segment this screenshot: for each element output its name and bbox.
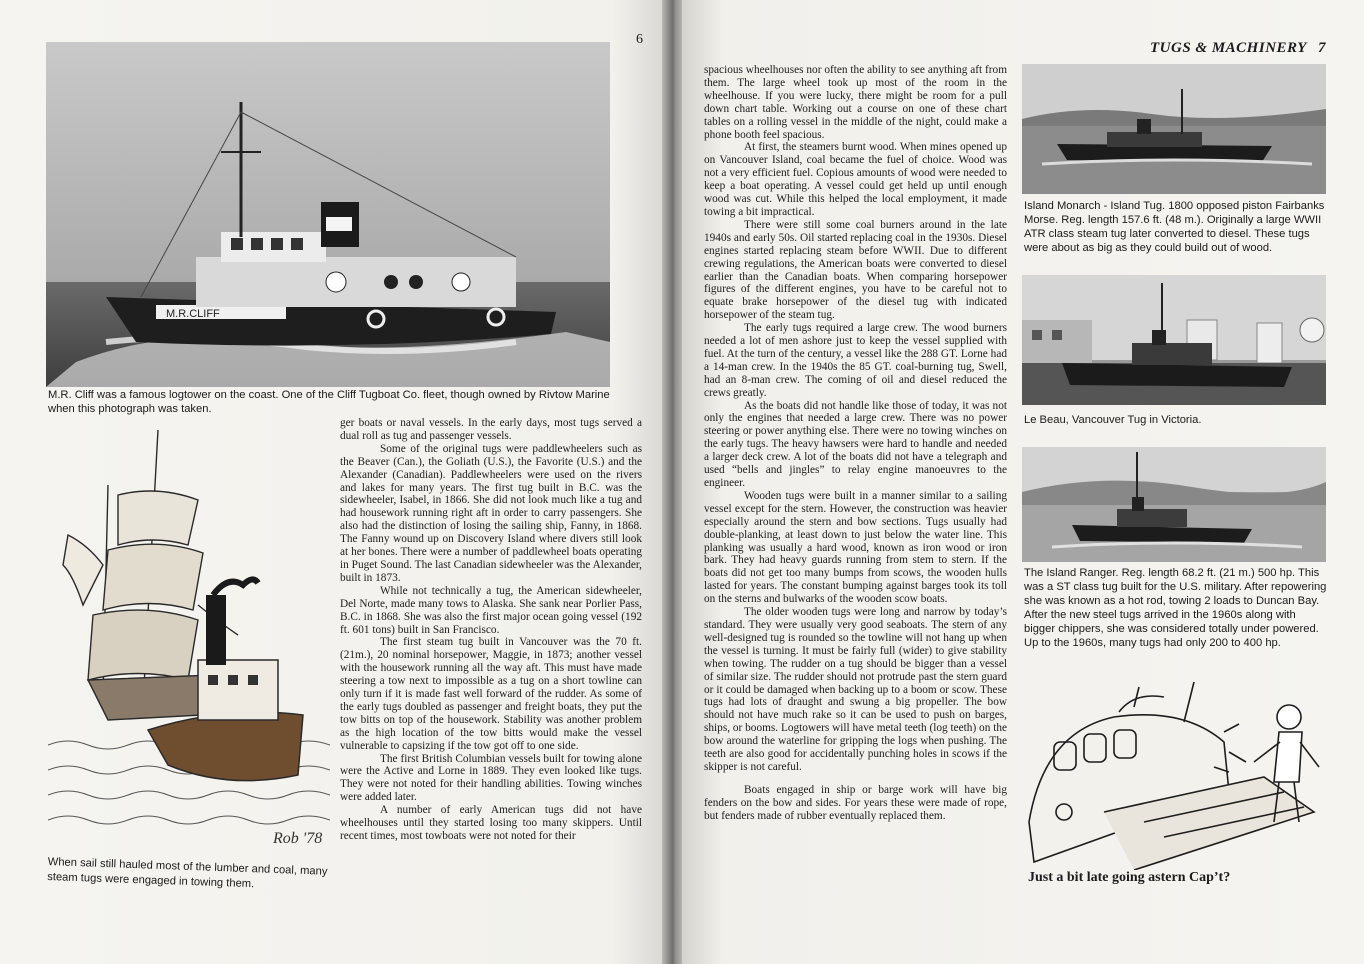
paragraph: Some of the original tugs were paddlewheelers such as the Beaver (Can.), the Goliath (U.S.), the Favorite (U.S.) and the Alexander (Canadian). Paddlewheelers were used on the rivers and lakes for many years. The first tug built in B.C. was the sidewheeler, Isabel, in 1866. She did not look much like a tug and had housework running right aft in order to carry passengers. She also had the distinction of losing the sailing ship, Fanny, in 1868. The Fanny wound up on Discovery Island where divers still look at her bones. There were a number of paddlewheel boats operating in Puget Sound. The last Canadian sidewheeler was the Alexander, built in 1873. (340, 442, 642, 584)
paragraph: Boats engaged in ship or barge work will have big fenders on the bow and sides. For years these were made of rope, but fenders made of rubber eventually replaced them. (704, 783, 1007, 822)
paragraph: ger boats or naval vessels. In the early days, most tugs served a dual roll as tug and passenger vessels. (340, 417, 642, 442)
cartoon-drawing (1024, 672, 1326, 870)
paragraph: The older wooden tugs were long and narrow by today’s standard. They were usually very good seaboats. The stern of any well-designed tug is rounded so the towline will not hang up when the vessel is turning. It must be fairly full (wider) to give stability when towing. The rudder on a tug should be bigger than a vessel of similar size. The rudder should not protrude past the stern guard or it could be damaged when backing up to a boom or scow. These tugs had lots of draught and swung a big propeller. The bow should not have much rake so it can be used to push on barges, ships, or booms. Logtowers will have metal teeth (log teeth) on the bow around the waterline for gripping the logs when pushing. The teeth are also good for accidentally punching holes in scows if the skipper is not careful. (704, 606, 1007, 773)
drawing-signature: Rob '78 (273, 830, 323, 847)
paragraph: The early tugs required a large crew. The wood burners needed a lot of men ashore just to keep the vessel supplied with fuel. At the turn of the century, a vessel like the 288 GT. Lorne had a 14-man crew. In the 1940s the 85 GT. coal-burning tug, Swell, had an 8-man crew. The coming of oil and diesel reduced the crews greatly. (704, 322, 1007, 399)
right-text-column (704, 64, 1007, 884)
tug-photo-le-beau (1022, 275, 1326, 405)
left-page (0, 0, 666, 964)
tug-photo-island-monarch (1022, 64, 1326, 194)
paragraph: At first, the steamers burnt wood. When mines opened up on Vancouver Island, coal became the fuel of choice. Wood was not a very efficient fuel. Copious amounts of wood were needed to keep a boat operating. A vessel could get held up until enough wood was cut. While this helped the local employment, it made towing a bit impractical. (704, 141, 1007, 218)
drawing-caption-sail: When sail still hauled most of the lumber and coal, many steam tugs were engaged in towing them. (47, 855, 328, 891)
page-number-right: 7 (1318, 40, 1326, 56)
cartoon-caption: Just a bit late going astern Cap’t? (1028, 870, 1231, 885)
paragraph: There were still some coal burners around in the late 1940s and early 50s. Oil started replacing coal in the 1930s. Diesel engines started replacing steam before WWII. Due to different crewing regulations, the American boats were converted to diesel earlier than the Canadian boats. When comparing horsepower figures of the different engines, you have to be careful not to equate brake horsepower of the diesel tug with indicated horsepower of the steam tug. (704, 218, 1007, 322)
paragraph: The first steam tug built in Vancouver was the 70 ft.(21m.), 20 nominal horsepower, Maggie, in 1873; another vessel with the housework running all the way aft. This must have made steering a tow next to impossible as a tug on a short towline can only turn if it is made fast well forward of the rudder. As some of the early tugs doubled as passenger and freight boats, they put the tow bitts on top of the housework. Stability was another problem as the high location of the tow bitts would make the vessel vulnerable to capsizing if the tow got off to one side. (340, 636, 642, 752)
paragraph: spacious wheelhouses nor often the ability to see anything aft from them. The large wheel took up most of the room in the wheelhouse. If you were lucky, there might be room for a pull down chart table. Working out a course on one of these chart tables on a rolling vessel in the middle of the night, could make a phone booth feel spacious. (704, 64, 1007, 141)
tug-photo-island-ranger (1022, 447, 1326, 562)
photo-caption-island-monarch: Island Monarch - Island Tug. 1800 opposed piston Fairbanks Morse. Reg. length 157.6 ft. (48 m.). Originally a large WWII ATR class steam tug later converted to diesel. These tugs were about as big as they could build out of wood. (1024, 200, 1325, 254)
running-head-right: TUGS & MACHINERY (1150, 40, 1307, 56)
photo-caption-mr-cliff: M.R. Cliff was a famous logtower on the coast. One of the Cliff Tugboat Co. fleet, though owned by Rivtow Marine when this photograph was taken. (48, 389, 610, 415)
tug-photo-mr-cliff (46, 42, 610, 387)
paragraph: While not technically a tug, the American sidewheeler, Del Norte, made many tows to Alaska. She sank near Porlier Pass, B.C. in 1868. She was also the first major ocean going vessel (192 ft. 601 tons) built in San Francisco. (340, 584, 642, 636)
left-text-column (340, 417, 642, 917)
nameplate-text: M.R.CLIFF (166, 308, 220, 320)
sailing-ship-tug-drawing (48, 425, 330, 855)
page-number-left: 6 (636, 32, 643, 47)
paragraph: Wooden tugs were built in a manner similar to a sailing vessel except for the stern. However, the construction was heavier especially around the stern and bow sections. Tugs usually had double-planking, at least down to just below the water line. This planking was usually a hard wood, known as iron wood or iron bark. They had heavy guards running from stem to stern. If the boats did not get too many bumps from scows, the wooden hulls lasted for years. The constant bumping against barges took its toll on the sterns and bulwarks of the wooden scow boats. (704, 489, 1007, 606)
photo-caption-le-beau: Le Beau, Vancouver Tug in Victoria. (1024, 414, 1202, 426)
photo-caption-island-ranger: The Island Ranger. Reg. length 68.2 ft. (21 m.) 500 hp. This was a ST class tug built for the U.S. military. After repowering she was known as a hot rod, towing 2 loads to Duncan Bay. After the new steel tugs arrived in the 1960s along with bigger chippers, she was considered totally under powered. Up to the 1960s, many tugs had only 200 to 400 hp. (1024, 567, 1327, 649)
right-page (682, 0, 1364, 964)
paragraph: The first British Columbian vessels built for towing alone were the Active and Lorne in 1889. They even looked like tugs. They were not noted for their handling abilities. Towing winches were added later. (340, 752, 642, 804)
paragraph: A number of early American tugs did not have wheelhouses until they started losing too many skippers. Until recent times, most towboats were not noted for their (340, 804, 642, 842)
paragraph: As the boats did not handle like those of today, it was not only the engines that needed a large crew. There was no power steering or power anything else. There were no towing winches on the early tugs. The heavy hawsers were hard to handle and needed a larger deck crew. A lot of the boats did not have a telegraph and used “bells and jingles” to relay engine manoeuvres to the engineer. (704, 399, 1007, 489)
